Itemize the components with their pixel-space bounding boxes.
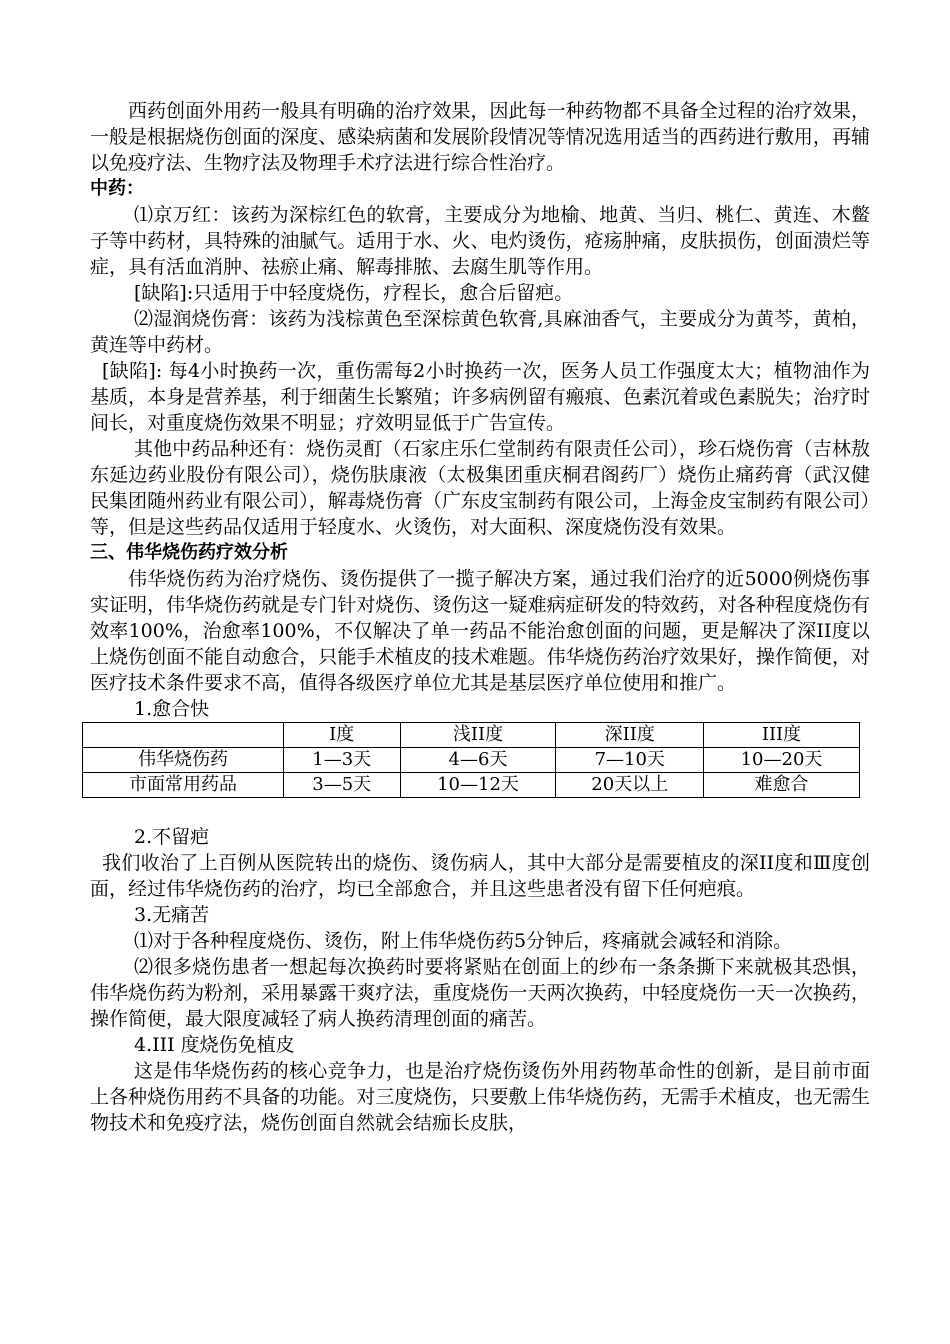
- subheading-no-scar: 2.不留疤: [134, 826, 210, 848]
- section-3-body: 伟华烧伤药为治疗烧伤、烫伤提供了一揽子解决方案，通过我们治疗的近5000例烧伤事实证明，伟华烧伤药就是专门针对烧伤、烫伤这一疑难病症研发的特效药，对各种程度烧伤有效率100%，治愈率100%，不仅解决了单一药品不能治愈创面的问题，更是解决了深II度以上烧伤创面不能自动愈合，只能手术植皮的技术难题。伟华烧伤药治疗效果好，操作简便，对医疗技术条件要求不高，值得各级医疗单位尤其是基层医疗单位使用和推广。: [90, 568, 870, 694]
- table-cell: 20天以上: [556, 773, 704, 798]
- no-scar-body: 我们收治了上百例从医院转出的烧伤、烫伤病人，其中大部分是需要植皮的深II度和Ⅲ度创面，经过伟华烧伤药的治疗，均已全部愈合，并且这些患者没有留下任何疤痕。: [90, 852, 870, 900]
- table-header-row: [83, 723, 860, 748]
- no-skin-graft-body: 这是伟华烧伤药的核心竞争力，也是治疗烧伤烫伤外用药物革命性的创新，是目前市面上各种烧伤用药不具备的功能。对三度烧伤，只要敷上伟华烧伤药，无需手术植皮，也无需生物技术和免疫疗法，烧伤创面自然就会结痂长皮肤，: [90, 1060, 870, 1134]
- intro-paragraph: 西药创面外用药一般具有明确的治疗效果，因此每一种药物都不具备全过程的治疗效果，一般是根据烧伤创面的深度、感染病菌和发展阶段情况等情况选用适当的西药进行敷用，再辅以免疫疗法、生物疗法及物理手术疗法进行综合性治疗。: [90, 100, 870, 174]
- subheading-fast-healing: 1.愈合快: [134, 698, 210, 720]
- subheading-painless: 3.无痛苦: [134, 904, 210, 926]
- tcm-item-2: ⑵湿润烧伤膏：该药为浅棕黄色至深棕黄色软膏,具麻油香气，主要成分为黄芩，黄柏，黄连等中药材。: [90, 308, 870, 356]
- table-header-cell: I度: [283, 723, 400, 748]
- table-cell: 10—12天: [400, 773, 556, 798]
- tcm-item-1: ⑴京万红：该药为深棕红色的软膏，主要成分为地榆、地黄、当归、桃仁、黄连、木鳖子等中药材，具特殊的油腻气。适用于水、火、电灼烫伤，疮疡肿痛，皮肤损伤，创面溃烂等症，具有活血消肿、祛瘀止痛、解毒排脓、去腐生肌等作用。: [90, 204, 870, 278]
- table-row: [83, 748, 860, 773]
- tcm-item-1-defect: [缺陷]:只适用于中轻度烧伤，疗程长，愈合后留疤。: [134, 282, 574, 304]
- section-3-heading: 三、伟华烧伤药疗效分析: [90, 542, 288, 563]
- tcm-heading: 中药：: [90, 178, 144, 199]
- other-tcm-products: 其他中药品种还有：烧伤灵酊（石家庄乐仁堂制药有限责任公司），珍石烧伤膏（吉林敖东延边药业股份有限公司），烧伤肤康液（太极集团重庆桐君阁药厂）烧伤止痛药膏（武汉健民集团随州药业有限公司），解毒烧伤膏（广东皮宝制药有限公司，上海金皮宝制药有限公司）等，但是这些药品仅适用于轻度水、火烫伤，对大面积、深度烧伤没有效果。: [90, 438, 870, 538]
- document-page: [90, 98, 870, 1136]
- table-cell: 难愈合: [704, 773, 860, 798]
- table-row: [83, 773, 860, 798]
- table-cell: 4—6天: [400, 748, 556, 773]
- table-cell: 7—10天: [556, 748, 704, 773]
- spacer: [90, 798, 870, 824]
- painless-item-1: ⑴对于各种程度烧伤、烫伤，附上伟华烧伤药5分钟后，疼痛就会减轻和消除。: [134, 930, 793, 952]
- table-cell: 伟华烧伤药: [83, 748, 284, 773]
- table-header-cell: III度: [704, 723, 860, 748]
- table-cell: 市面常用药品: [83, 773, 284, 798]
- table-cell: 1—3天: [283, 748, 400, 773]
- table-header-cell: [83, 723, 284, 748]
- table-cell: 10—20天: [704, 748, 860, 773]
- tcm-item-2-defect: [缺陷]: 每4小时换药一次，重伤需每2小时换药一次，医务人员工作强度太大；植物油作为基质，本身是营养基，利于细菌生长繁殖；许多病例留有瘢痕、色素沉着或色素脱失；治疗时间长，对重度烧伤效果不明显；疗效明显低于广告宣传。: [90, 360, 870, 434]
- subheading-no-skin-graft: 4.III 度烧伤免植皮: [134, 1034, 295, 1056]
- painless-item-2: ⑵很多烧伤患者一想起每次换药时要将紧贴在创面上的纱布一条条撕下来就极其恐惧，伟华烧伤药为粉剂，采用暴露干爽疗法，重度烧伤一天两次换药，中轻度烧伤一天一次换药，操作简便，最大限度减轻了病人换药清理创面的痛苦。: [90, 956, 870, 1030]
- table-header-cell: 深II度: [556, 723, 704, 748]
- table-cell: 3—5天: [283, 773, 400, 798]
- table-header-cell: 浅II度: [400, 723, 556, 748]
- healing-time-table: [82, 722, 860, 798]
